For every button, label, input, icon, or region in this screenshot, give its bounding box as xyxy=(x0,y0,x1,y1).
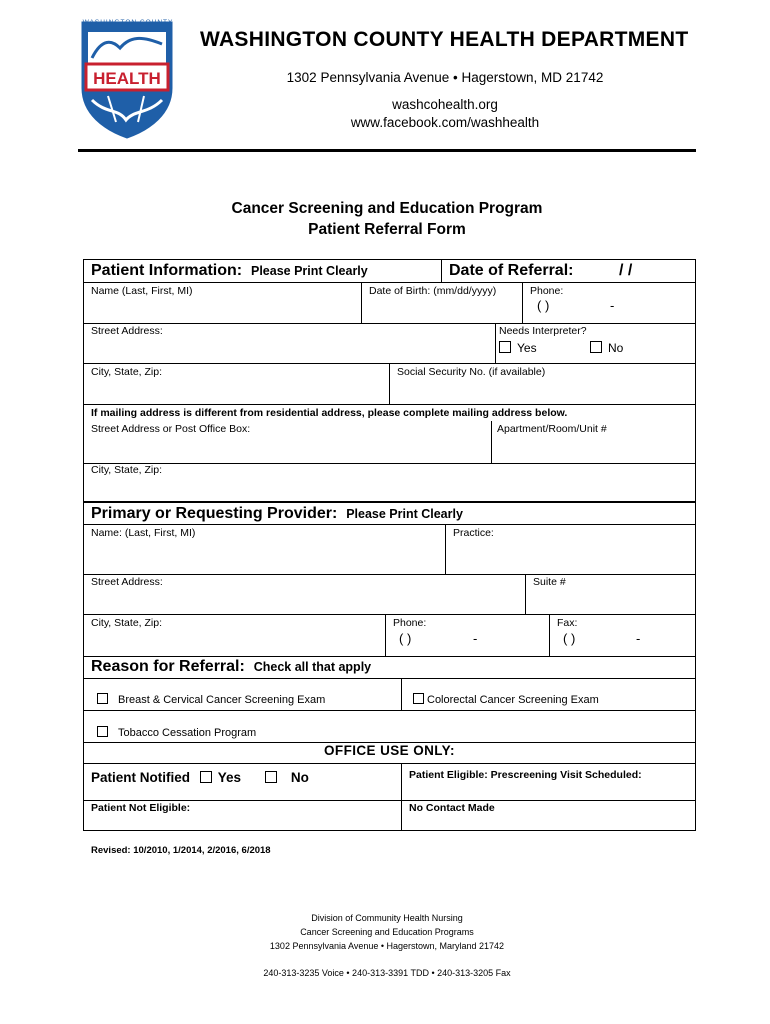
breast-cervical-option[interactable]: Breast & Cervical Cancer Screening Exam xyxy=(97,693,325,706)
organization-facebook[interactable]: www.facebook.com/washhealth xyxy=(350,115,540,130)
mailing-street-label: Street Address or Post Office Box: xyxy=(91,423,251,435)
organization-name: WASHINGTON COUNTY HEALTH DEPARTMENT xyxy=(200,28,689,51)
interpreter-no-checkbox[interactable] xyxy=(590,341,602,353)
header-divider xyxy=(78,149,696,152)
dob-label: Date of Birth: (mm/dd/yyyy) xyxy=(369,285,497,297)
patient-phone-field[interactable]: ( ) xyxy=(537,298,550,313)
provider-phone-dash: - xyxy=(473,631,478,646)
footer-programs: Cancer Screening and Education Programs xyxy=(300,927,474,937)
patient-phone-label: Phone: xyxy=(530,285,564,297)
form-title-referral: Patient Referral Form xyxy=(308,221,466,238)
provider-heading: Primary or Requesting Provider: Please Print Clearly xyxy=(91,505,463,522)
fax-dash: - xyxy=(636,631,641,646)
patient-notified-row xyxy=(91,770,309,785)
colorectal-checkbox[interactable] xyxy=(413,693,424,704)
patient-phone-dash: - xyxy=(610,298,615,313)
fax-label: Fax: xyxy=(557,617,578,629)
interpreter-no-option[interactable]: No xyxy=(590,341,623,355)
provider-section xyxy=(83,502,696,657)
interpreter-label: Needs Interpreter? xyxy=(499,325,587,337)
provider-name-label: Name: (Last, First, MI) xyxy=(91,527,196,539)
patient-city-label: City, State, Zip: xyxy=(91,366,162,378)
revision-dates: Revised: 10/2010, 1/2014, 2/2016, 6/2018 xyxy=(91,845,271,856)
patient-eligible-label: Patient Eligible: Prescreening Visit Scheduled: xyxy=(409,769,642,781)
provider-phone-field[interactable]: ( ) xyxy=(399,631,412,646)
patient-street-label: Street Address: xyxy=(91,325,163,337)
provider-street-label: Street Address: xyxy=(91,576,163,588)
mailing-address-note: If mailing address is different from residential address, please complete mailing address below. xyxy=(91,407,568,419)
date-of-referral-field[interactable]: / / xyxy=(619,262,633,279)
footer-division: Division of Community Health Nursing xyxy=(311,913,463,923)
apartment-label: Apartment/Room/Unit # xyxy=(497,423,607,435)
organization-website[interactable]: washcohealth.org xyxy=(392,97,498,112)
interpreter-yes-option[interactable]: Yes xyxy=(499,341,537,355)
suite-label: Suite # xyxy=(533,576,566,588)
patient-info-heading: Patient Information: Please Print Clearly xyxy=(91,262,368,279)
patient-not-eligible-label: Patient Not Eligible: xyxy=(91,802,191,814)
patient-name-label: Name (Last, First, MI) xyxy=(91,285,193,297)
logo-arc-text: WASHINGTON COUNTY xyxy=(82,19,174,26)
practice-label: Practice: xyxy=(453,527,494,539)
no-contact-label: No Contact Made xyxy=(409,802,495,814)
fax-field[interactable]: ( ) xyxy=(563,631,576,646)
footer-address: 1302 Pennsylvania Avenue • Hagerstown, Maryland 21742 xyxy=(269,941,505,951)
health-department-logo xyxy=(78,18,176,140)
patient-notified-label: Patient Notified xyxy=(91,770,191,785)
interpreter-yes-checkbox[interactable] xyxy=(499,341,511,353)
breast-cervical-checkbox[interactable] xyxy=(97,693,108,704)
mailing-city-label: City, State, Zip: xyxy=(91,464,162,476)
notified-no-checkbox[interactable] xyxy=(265,771,277,783)
notified-yes-checkbox[interactable] xyxy=(200,771,212,783)
tobacco-cessation-option[interactable]: Tobacco Cessation Program xyxy=(97,726,256,739)
provider-city-label: City, State, Zip: xyxy=(91,617,162,629)
office-use-heading: OFFICE USE ONLY: xyxy=(324,743,455,758)
organization-address: 1302 Pennsylvania Avenue • Hagerstown, MD 21742 xyxy=(286,70,604,85)
referral-reason-heading: Reason for Referral: Check all that apply xyxy=(91,658,372,675)
notified-yes-label: Yes xyxy=(217,770,242,785)
provider-phone-label: Phone: xyxy=(393,617,427,629)
svg-text:HEALTH: HEALTH xyxy=(93,69,161,88)
colorectal-option[interactable]: Colorectal Cancer Screening Exam xyxy=(413,693,599,706)
notified-no-label: No xyxy=(290,770,309,785)
footer-phone-numbers: 240-313-3235 Voice • 240-313-3391 TDD • 240-313-3205 Fax xyxy=(263,968,511,978)
date-of-referral-label: Date of Referral: xyxy=(449,262,574,279)
form-title-program: Cancer Screening and Education Program xyxy=(231,200,543,217)
tobacco-cessation-checkbox[interactable] xyxy=(97,726,108,737)
ssn-label: Social Security No. (if available) xyxy=(397,366,546,378)
